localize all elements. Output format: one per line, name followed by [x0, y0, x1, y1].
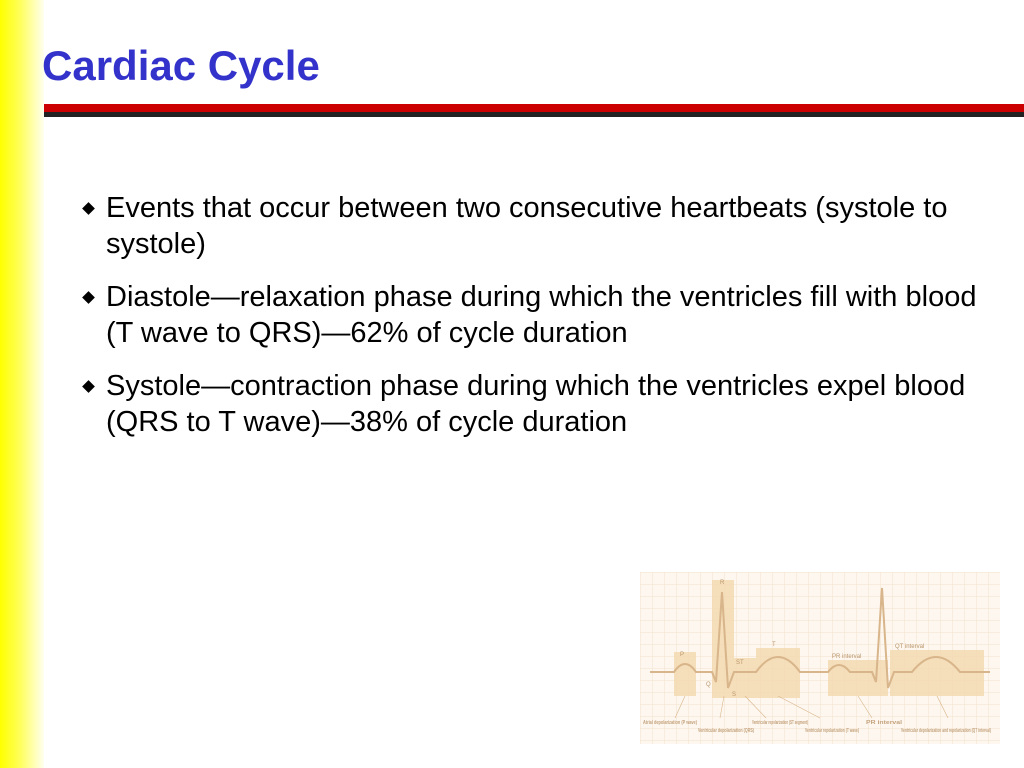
yellow-sidebar: [0, 0, 44, 768]
diamond-bullet-icon: [82, 380, 95, 393]
q-wave-label: Q: [706, 682, 711, 688]
ecg-diagram: [640, 572, 1000, 744]
diamond-bullet-icon: [82, 291, 95, 304]
bullet-item: [78, 368, 978, 440]
t-wave-highlight: [756, 648, 800, 698]
bullet-item: [78, 190, 978, 262]
p-wave-highlight: [674, 652, 696, 696]
caption-ventricular-depolarization: Ventricular depolarization (QRS): [698, 728, 755, 734]
st-label: ST: [736, 660, 744, 666]
caption-pr-interval: PR interval: [866, 720, 903, 726]
bullet-text: Diastole—relaxation phase during which the ventricles fill with blood (T wave to QRS)—62% of cycle duration: [106, 281, 977, 349]
qt-interval-label: QT interval: [895, 644, 925, 650]
bullet-text: Events that occur between two consecutive heartbeats (systole to systole): [106, 192, 948, 260]
p-wave-label: P: [680, 652, 685, 658]
r-wave-label: R: [720, 580, 725, 586]
caption-atrial-depolarization: Atrial depolarization (P wave): [643, 720, 698, 726]
caption-st-segment: Ventricular repolarization (ST segment): [752, 720, 809, 726]
slide-title: Cardiac Cycle: [42, 42, 320, 89]
bullet-list: [78, 190, 978, 457]
caption-qt-interval: Ventricular depolarization and repolarization (QT interval): [901, 728, 992, 734]
t-wave-label: T: [772, 642, 776, 648]
diamond-bullet-icon: [82, 202, 95, 215]
bullet-item: [78, 279, 978, 351]
pr-interval-label: PR interval: [832, 654, 862, 660]
s-wave-label: S: [732, 692, 737, 698]
caption-t-wave: Ventricular repolarization (T wave): [805, 728, 860, 734]
title-underline: [44, 103, 1024, 117]
bullet-text: Systole—contraction phase during which the ventricles expel blood (QRS to T wave)—38% of cycle duration: [106, 370, 966, 438]
